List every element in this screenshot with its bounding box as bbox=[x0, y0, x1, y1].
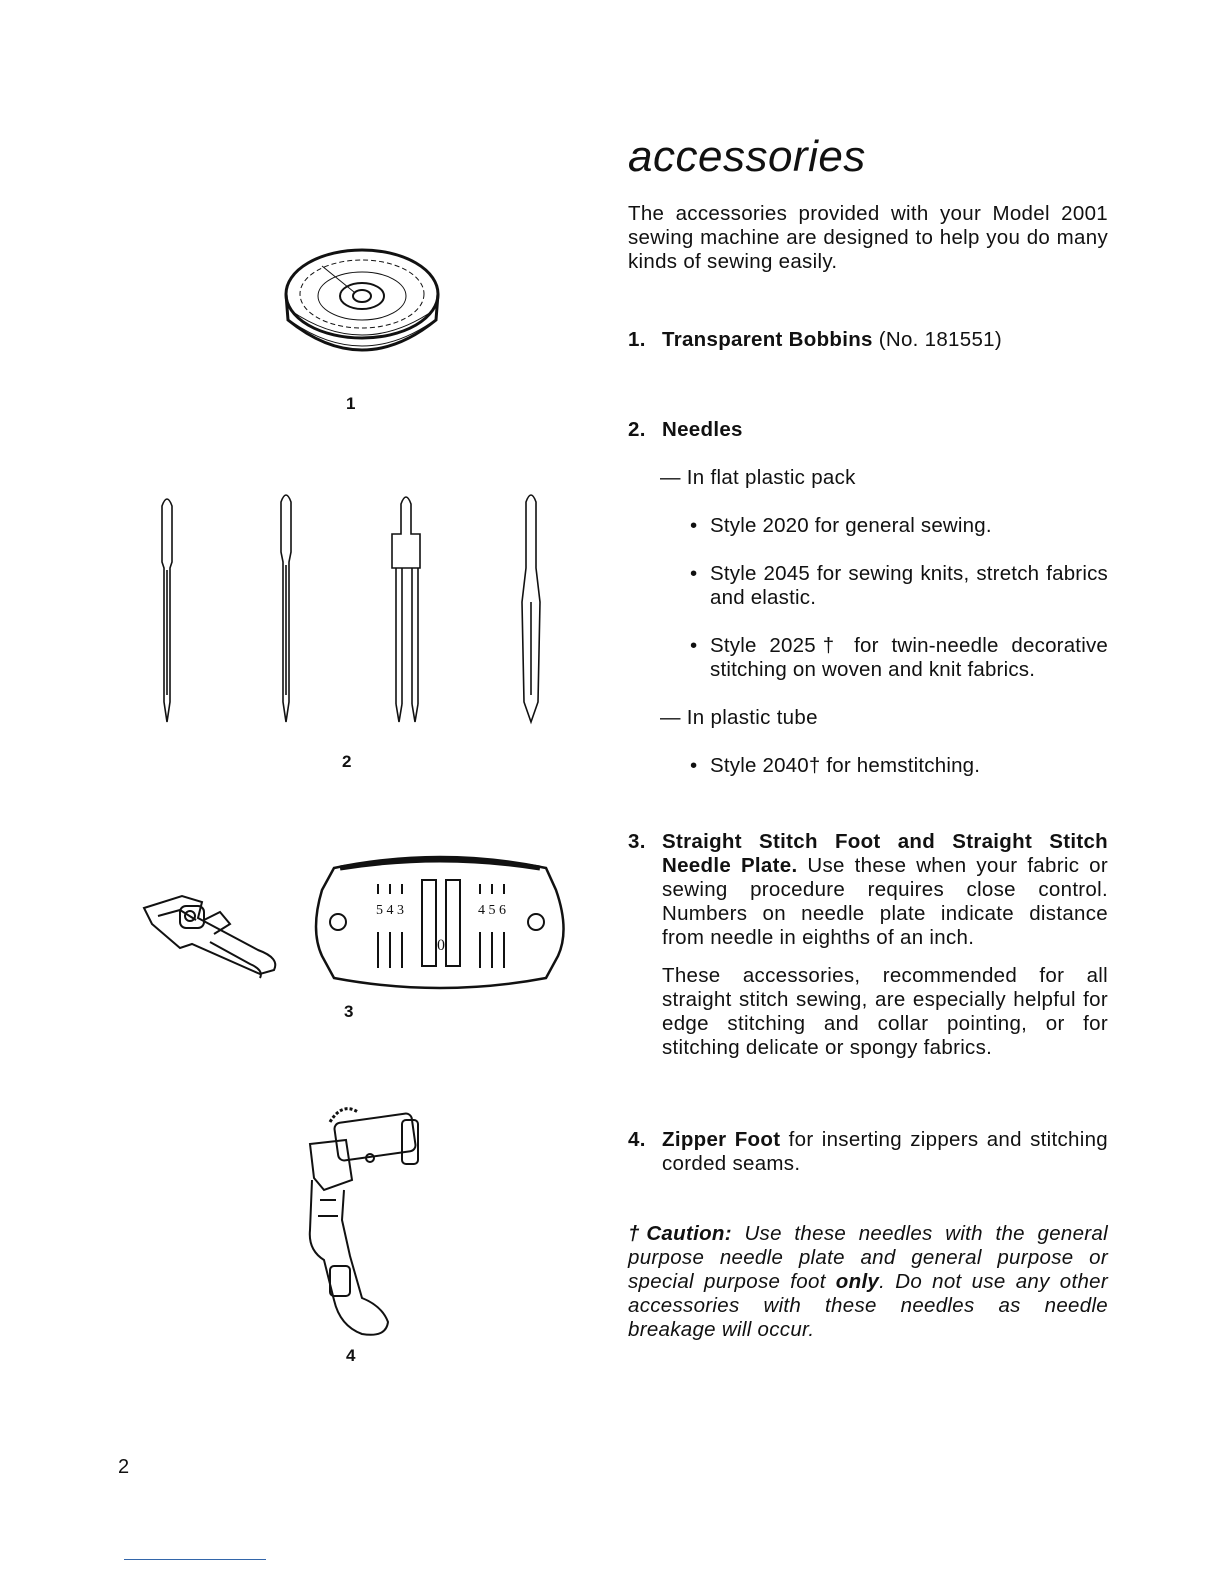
figure-2-label: 2 bbox=[342, 752, 352, 771]
needle-style-bullet: • Style 2040† for hemstitching. bbox=[690, 754, 981, 777]
figure-3-label: 3 bbox=[344, 1002, 354, 1021]
zipper-foot-illustration bbox=[290, 1100, 440, 1340]
figure-4-label: 4 bbox=[346, 1346, 356, 1365]
item-straight-stitch-foot bbox=[628, 830, 1108, 950]
needle-style-bullet: • Style 2025† for twin-needle decorative stitching on woven and knit fabrics. bbox=[690, 634, 1108, 681]
item-description: Use these when your fabric or sewing procedure requires close control. Numbers on needle plate indicate distance from needle in eighths of an inch. bbox=[662, 854, 1108, 949]
straight-stitch-foot-illustration bbox=[140, 890, 290, 990]
caution-label: †Caution: bbox=[628, 1222, 732, 1245]
straight-stitch-note: These accessories, recommended for all straight stitch sewing, are especially helpful for edge stitching and collar pointing, or for stitching delicate or spongy fabrics. bbox=[662, 964, 1108, 1059]
item-name: Transparent Bobbins bbox=[662, 328, 873, 351]
item-number: 1. bbox=[628, 328, 646, 351]
item-name: Zipper Foot bbox=[662, 1128, 781, 1151]
figure-1-label: 1 bbox=[346, 394, 356, 413]
figure-column bbox=[110, 130, 580, 1420]
plate-center-number: 0 bbox=[437, 937, 445, 954]
item-zipper-foot bbox=[628, 1128, 1108, 1176]
needles-illustration bbox=[150, 490, 550, 730]
needle-group-label: — In flat plastic pack bbox=[660, 466, 856, 489]
page-title: accessories bbox=[628, 132, 866, 181]
item-name: Straight Stitch Foot and Straight Stitch Needle Plate. bbox=[662, 830, 1108, 877]
needle-group-label: — In plastic tube bbox=[660, 706, 818, 729]
intro-paragraph: The accessories provided with your Model 2001 sewing machine are designed to help you do many kinds of sewing easily. bbox=[628, 202, 1108, 273]
needle-style-bullet: • Style 2045 for sewing knits, stretch fabrics and elastic. bbox=[690, 562, 1108, 609]
plate-right-numbers: 4 5 6 bbox=[478, 903, 506, 918]
item-transparent-bobbins bbox=[628, 328, 1108, 352]
item-description: for inserting zippers and stitching corded seams. bbox=[662, 1128, 1108, 1175]
item-number: 4. bbox=[628, 1128, 646, 1151]
text-column bbox=[628, 132, 1108, 1363]
item-name: Needles bbox=[662, 418, 743, 441]
item-description: (No. 181551) bbox=[872, 328, 1002, 351]
plate-left-numbers: 5 4 3 bbox=[376, 903, 404, 918]
item-number: 2. bbox=[628, 418, 646, 441]
bobbin-illustration bbox=[282, 242, 442, 382]
needle-plate-illustration bbox=[310, 850, 570, 1000]
page-number: 2 bbox=[118, 1456, 130, 1478]
item-number: 3. bbox=[628, 830, 646, 853]
footer-rule bbox=[124, 1559, 266, 1560]
item-needles bbox=[628, 418, 1108, 442]
caution-note: †Caution: Use these needles with the general purpose needle plate and general purpose or special purpose foot only. Do not use any other accessories with these needles as needle breakage will occur. bbox=[628, 1222, 1108, 1341]
needle-style-bullet: • Style 2020 for general sewing. bbox=[690, 514, 992, 537]
